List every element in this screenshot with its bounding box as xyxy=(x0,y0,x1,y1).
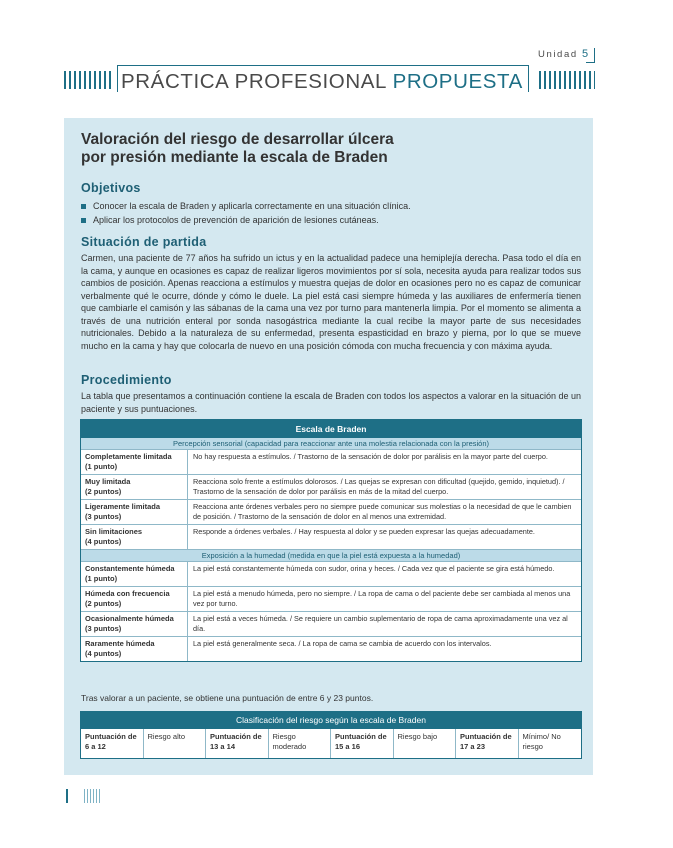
criterion-name: Sin limitaciones xyxy=(85,527,143,536)
risk-level-cell: Riesgo bajo xyxy=(394,729,457,758)
risk-level-cell: Riesgo moderado xyxy=(269,729,332,758)
section-title-part1: PRÁCTICA PROFESIONAL xyxy=(121,70,387,93)
criterion-name: Ligeramente limitada xyxy=(85,502,161,511)
risk-table xyxy=(80,711,582,759)
braden-table-title: Escala de Braden xyxy=(81,420,581,438)
procedimiento-heading: Procedimiento xyxy=(81,373,172,387)
criterion-cell xyxy=(81,500,188,524)
criterion-name: Constantemente húmeda xyxy=(85,564,175,573)
criterion-description: No hay respuesta a estímulos. / Trastorno de la sensación de dolor por parálisis en la mayor parte del cuerpo. xyxy=(193,452,548,461)
unit-number: 5 xyxy=(581,48,590,60)
activity-title-line1: Valoración del riesgo de desarrollar úlcera xyxy=(81,131,394,148)
criterion-cell xyxy=(81,612,188,636)
table-row xyxy=(81,729,581,758)
score-range-cell: Puntuación de 13 a 14 xyxy=(206,729,269,758)
footer-bar xyxy=(66,789,68,803)
criterion-points: (4 puntos) xyxy=(85,537,122,546)
unit-frame-line xyxy=(594,48,595,62)
criterion-name: Húmeda con frecuencia xyxy=(85,589,170,598)
criterion-points: (2 puntos) xyxy=(85,487,122,496)
criterion-points: (1 punto) xyxy=(85,462,118,471)
table-row xyxy=(81,636,581,661)
table-row xyxy=(81,499,581,524)
section-title-part2: PROPUESTA xyxy=(392,70,523,93)
criterion-description: La piel está a menudo húmeda, pero no siempre. / La ropa de cama o del paciente debe ser cambiada al menos una vez por turno. xyxy=(193,589,571,608)
unit-frame-line xyxy=(586,62,595,63)
criterion-cell xyxy=(81,637,188,661)
activity-title xyxy=(81,131,511,167)
criterion-points: (2 puntos) xyxy=(85,599,122,608)
table-section-header: Exposición a la humedad (medida en que la piel está expuesta a la humedad) xyxy=(81,549,581,561)
table-row xyxy=(81,524,581,549)
criterion-cell xyxy=(81,587,188,611)
header-stripes-right xyxy=(539,71,595,89)
header-stripes-left xyxy=(64,71,114,89)
score-range-cell: Puntuación de 6 a 12 xyxy=(81,729,144,758)
risk-level-cell: Mínimo/ No riesgo xyxy=(522,732,561,751)
criterion-description: La piel está generalmente seca. / La ropa de cama se cambia de acuerdo con los intervalos. xyxy=(193,639,492,648)
braden-table xyxy=(80,419,582,662)
table-row xyxy=(81,586,581,611)
criterion-description: Responde a órdenes verbales. / Hay respuesta al dolor y se pueden expresar las quejas adecuadamente. xyxy=(193,527,535,536)
score-range-cell: Puntuación de 17 a 23 xyxy=(456,729,519,758)
list-item: Aplicar los protocolos de prevención de aparición de lesiones cutáneas. xyxy=(81,213,581,227)
criterion-name: Ocasionalmente húmeda xyxy=(85,614,174,623)
table-row xyxy=(81,449,581,474)
table-row xyxy=(81,561,581,586)
criterion-cell xyxy=(81,525,188,549)
score-range-cell: Puntuación de 15 a 16 xyxy=(331,729,394,758)
criterion-name: Muy limitada xyxy=(85,477,131,486)
criterion-points: (4 puntos) xyxy=(85,649,122,658)
unit-label xyxy=(538,44,598,64)
objetivos-heading: Objetivos xyxy=(81,181,141,195)
procedimiento-text: La tabla que presentamos a continuación contiene la escala de Braden con todos los aspectos a valorar en la situación de un paciente y sus puntuaciones. xyxy=(81,391,581,414)
criterion-description: La piel está a veces húmeda. / Se requiere un cambio suplementario de ropa de cama aproximadamente una vez al día. xyxy=(193,614,568,633)
footer-stripes xyxy=(84,789,100,803)
objetivos-list xyxy=(81,199,581,227)
score-range-text: Tras valorar a un paciente, se obtiene una puntuación de entre 6 y 23 puntos. xyxy=(81,693,374,703)
criterion-description: La piel está constantemente húmeda con sudor, orina y heces. / Cada vez que el paciente se gira está húmedo. xyxy=(193,564,555,573)
criterion-description: Reacciona ante órdenes verbales pero no siempre puede comunicar sus molestias o la necesidad de que le cambien de posición. / Trastorno de la sensación de dolor en al menos una extremidad. xyxy=(193,502,572,521)
table-section-header: Percepción sensorial (capacidad para reaccionar ante una molestia relacionada con la presión) xyxy=(81,438,581,449)
criterion-points: (3 puntos) xyxy=(85,512,122,521)
table-row xyxy=(81,474,581,499)
situacion-heading: Situación de partida xyxy=(81,235,207,249)
table-row xyxy=(81,611,581,636)
risk-table-title: Clasificación del riesgo según la escala de Braden xyxy=(81,712,581,729)
criterion-name: Raramente húmeda xyxy=(85,639,155,648)
criterion-description: Reacciona solo frente a estímulos dolorosos. / Las quejas se expresan con dificultad (quejido, gemido, inquietud). / Trastorno de la sensación de dolor por parálisis en más de la mitad del cuerpo. xyxy=(193,477,565,496)
activity-title-line2: por presión mediante la escala de Braden xyxy=(81,149,388,166)
criterion-points: (1 punto) xyxy=(85,574,118,583)
criterion-cell xyxy=(81,450,188,474)
situacion-text: Carmen, una paciente de 77 años ha sufrido un ictus y en la actualidad padece una hemiplejía derecha. Pasa todo el día en la cama, y aunque en ocasiones es capaz de realizar ligeros movimientos por sí sola, necesita ayuda para realizar todos sus cambios de posición. Apenas reacciona a estímulos y muestra quejas de dolor en ocasiones pero no es capaz de comunicar verbalmente qué le ocurre, dónde y cómo le duele. La piel está casi siempre húmeda y las auxiliares de enfermería tienen que cambiarle el camisón y las sábanas de la cama una vez por turno para mantenerla limpia. Por el momento se alimenta a través de una nutrición enteral por sonda nasogástrica mediante la cual recibe la mayor parte de sus necesidades nutricionales. Debido a la naturaleza de su enfermedad, presenta espasticidad en brazo y pierna, por lo que se mueve mucho en la cama y hay que colocarla de nuevo en una posición cómoda con mucha frecuencia y con máxima ayuda. xyxy=(81,253,581,351)
list-item: Conocer la escala de Braden y aplicarla correctamente en una situación clínica. xyxy=(81,199,581,213)
criterion-cell xyxy=(81,475,188,499)
unit-text: Unidad xyxy=(538,49,578,60)
criterion-points: (3 puntos) xyxy=(85,624,122,633)
risk-level-cell: Riesgo alto xyxy=(144,729,207,758)
criterion-cell xyxy=(81,562,188,586)
section-title xyxy=(121,70,531,94)
criterion-name: Completamente limitada xyxy=(85,452,172,461)
